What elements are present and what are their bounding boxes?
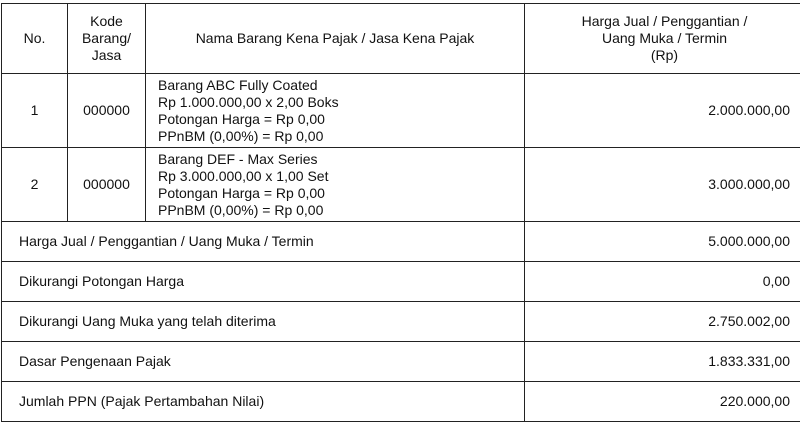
- item-desc-line: PPnBM (0,00%) = Rp 0,00: [158, 127, 324, 144]
- summary-row-uang-muka: [2, 302, 800, 342]
- item-no: 1: [2, 74, 68, 148]
- invoice-items-table: [1, 3, 800, 422]
- summary-label: Jumlah PPN (Pajak Pertambahan Nilai): [2, 382, 525, 422]
- table-row: [2, 74, 800, 148]
- summary-row-harga-jual: [2, 222, 800, 262]
- summary-label: Dikurangi Potongan Harga: [2, 262, 525, 302]
- summary-label: Harga Jual / Penggantian / Uang Muka / Termin: [2, 222, 525, 262]
- item-desc-line: Rp 3.000.000,00 x 1,00 Set: [158, 167, 329, 184]
- summary-row-potongan: [2, 262, 800, 302]
- summary-value: 220.000,00: [525, 382, 800, 422]
- summary-label: Dikurangi Uang Muka yang telah diterima: [2, 302, 525, 342]
- summary-label: Dasar Pengenaan Pajak: [2, 342, 525, 382]
- item-code: 000000: [68, 148, 146, 222]
- item-description: [146, 148, 525, 222]
- header-kode-line: Kode: [90, 13, 123, 29]
- item-desc-line: Rp 1.000.000,00 x 2,00 Boks: [158, 93, 339, 110]
- header-kode-line: Barang/: [81, 30, 132, 46]
- table-row: [2, 148, 800, 222]
- item-desc-line: Barang ABC Fully Coated: [158, 76, 318, 93]
- item-desc-line: Potongan Harga = Rp 0,00: [158, 110, 325, 127]
- header-nama: Nama Barang Kena Pajak / Jasa Kena Pajak: [146, 4, 525, 74]
- header-harga-line: Harga Jual / Penggantian /: [581, 13, 748, 29]
- header-kode-line: Jasa: [91, 47, 122, 63]
- summary-value: 2.750.002,00: [525, 302, 800, 342]
- header-kode: [68, 4, 146, 74]
- table-header-row: [2, 4, 800, 74]
- summary-value: 0,00: [525, 262, 800, 302]
- summary-value: 1.833.331,00: [525, 342, 800, 382]
- header-harga-line: (Rp): [650, 47, 679, 63]
- header-harga: [525, 4, 800, 74]
- summary-value: 5.000.000,00: [525, 222, 800, 262]
- item-code: 000000: [68, 74, 146, 148]
- item-no: 2: [2, 148, 68, 222]
- item-description: [146, 74, 525, 148]
- item-price: 2.000.000,00: [525, 74, 800, 148]
- header-no: No.: [2, 4, 68, 74]
- item-desc-line: Potongan Harga = Rp 0,00: [158, 184, 325, 201]
- summary-row-dpp: [2, 342, 800, 382]
- summary-row-ppn: [2, 382, 800, 422]
- item-desc-line: PPnBM (0,00%) = Rp 0,00: [158, 201, 324, 218]
- item-desc-line: Barang DEF - Max Series: [158, 150, 318, 167]
- header-harga-line: Uang Muka / Termin: [601, 30, 727, 46]
- item-price: 3.000.000,00: [525, 148, 800, 222]
